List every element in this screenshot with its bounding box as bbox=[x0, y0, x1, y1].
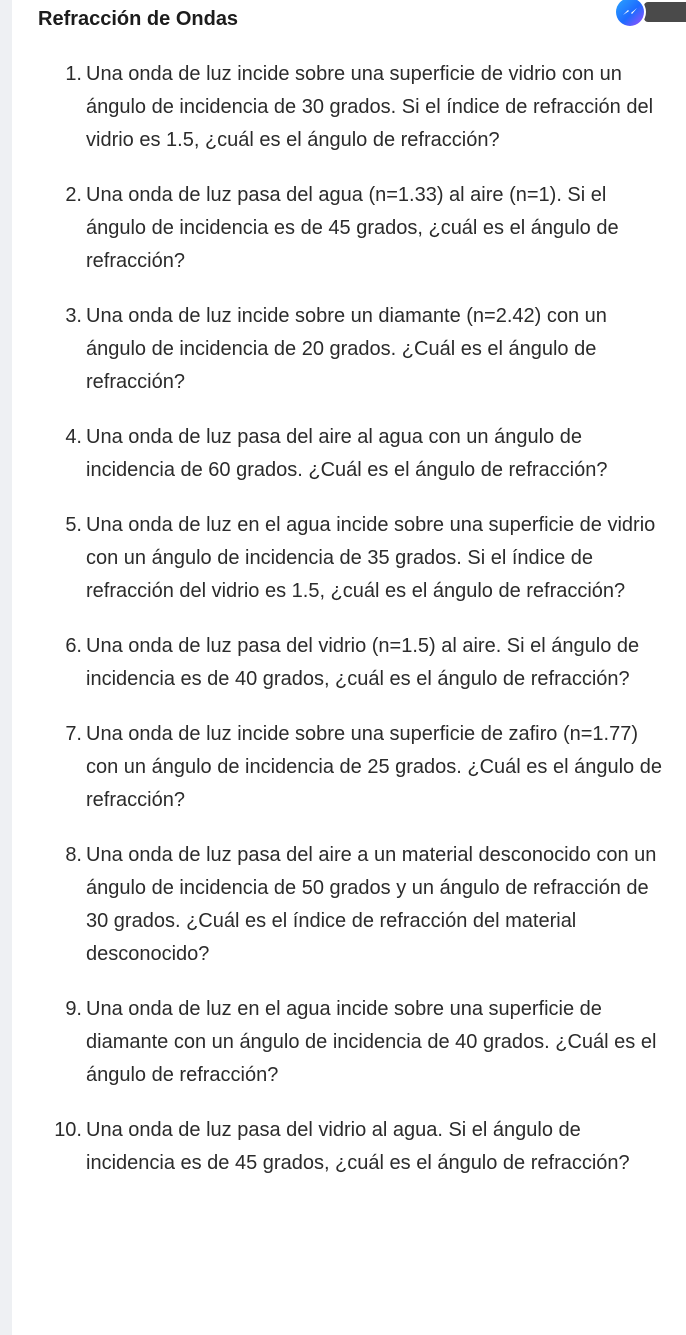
question-item bbox=[0, 630, 686, 696]
question-text: Una onda de luz pasa del vidrio (n=1.5) al aire. Si el ángulo de incidencia es de 40 grados, ¿cuál es el ángulo de refracción? bbox=[86, 635, 640, 690]
question-number: 6. bbox=[65, 635, 82, 657]
question-number: 2. bbox=[65, 184, 82, 206]
question-item bbox=[0, 58, 686, 157]
question-item bbox=[0, 718, 686, 817]
question-list bbox=[0, 58, 686, 1202]
question-text: Una onda de luz pasa del aire al agua con un ángulo de incidencia de 60 grados. ¿Cuál es el ángulo de refracción? bbox=[86, 426, 608, 481]
question-item bbox=[0, 839, 686, 971]
question-text: Una onda de luz pasa del aire a un material desconocido con un ángulo de incidencia de 50 grados y un ángulo de refracción de 30 grados. ¿Cuál es el índice de refracción del material desconocido? bbox=[86, 844, 657, 965]
question-item bbox=[0, 179, 686, 278]
question-item bbox=[0, 993, 686, 1092]
question-item bbox=[0, 1114, 686, 1180]
question-number: 9. bbox=[65, 998, 82, 1020]
messenger-tab[interactable] bbox=[644, 2, 686, 22]
question-text: Una onda de luz en el agua incide sobre una superficie de diamante con un ángulo de incidencia de 40 grados. ¿Cuál es el ángulo de refracción? bbox=[86, 998, 657, 1086]
question-text: Una onda de luz incide sobre una superficie de vidrio con un ángulo de incidencia de 30 grados. Si el índice de refracción del vidrio es 1.5, ¿cuál es el ángulo de refracción? bbox=[86, 63, 654, 151]
question-number: 3. bbox=[65, 305, 82, 327]
question-number: 1. bbox=[65, 63, 82, 85]
question-item bbox=[0, 300, 686, 399]
question-number: 8. bbox=[65, 844, 82, 866]
question-item bbox=[0, 421, 686, 487]
question-number: 4. bbox=[65, 426, 82, 448]
question-text: Una onda de luz en el agua incide sobre una superficie de vidrio con un ángulo de incidencia de 35 grados. Si el índice de refracción del vidrio es 1.5, ¿cuál es el ángulo de refracción? bbox=[86, 514, 656, 602]
question-text: Una onda de luz pasa del agua (n=1.33) al aire (n=1). Si el ángulo de incidencia es de 45 grados, ¿cuál es el ángulo de refracción? bbox=[86, 184, 619, 272]
question-number: 5. bbox=[65, 514, 82, 536]
question-item bbox=[0, 509, 686, 608]
question-text: Una onda de luz incide sobre una superficie de zafiro (n=1.77) con un ángulo de incidencia de 25 grados. ¿Cuál es el ángulo de refracción? bbox=[86, 723, 662, 811]
question-number: 10. bbox=[54, 1119, 82, 1141]
question-number: 7. bbox=[65, 723, 82, 745]
messenger-icon bbox=[616, 0, 644, 26]
question-text: Una onda de luz pasa del vidrio al agua. Si el ángulo de incidencia es de 45 grados, ¿cuál es el ángulo de refracción? bbox=[86, 1119, 630, 1174]
messenger-floating-button[interactable] bbox=[610, 0, 686, 28]
question-text: Una onda de luz incide sobre un diamante (n=2.42) con un ángulo de incidencia de 20 grados. ¿Cuál es el ángulo de refracción? bbox=[86, 305, 607, 393]
page-title: Refracción de Ondas bbox=[38, 8, 239, 30]
